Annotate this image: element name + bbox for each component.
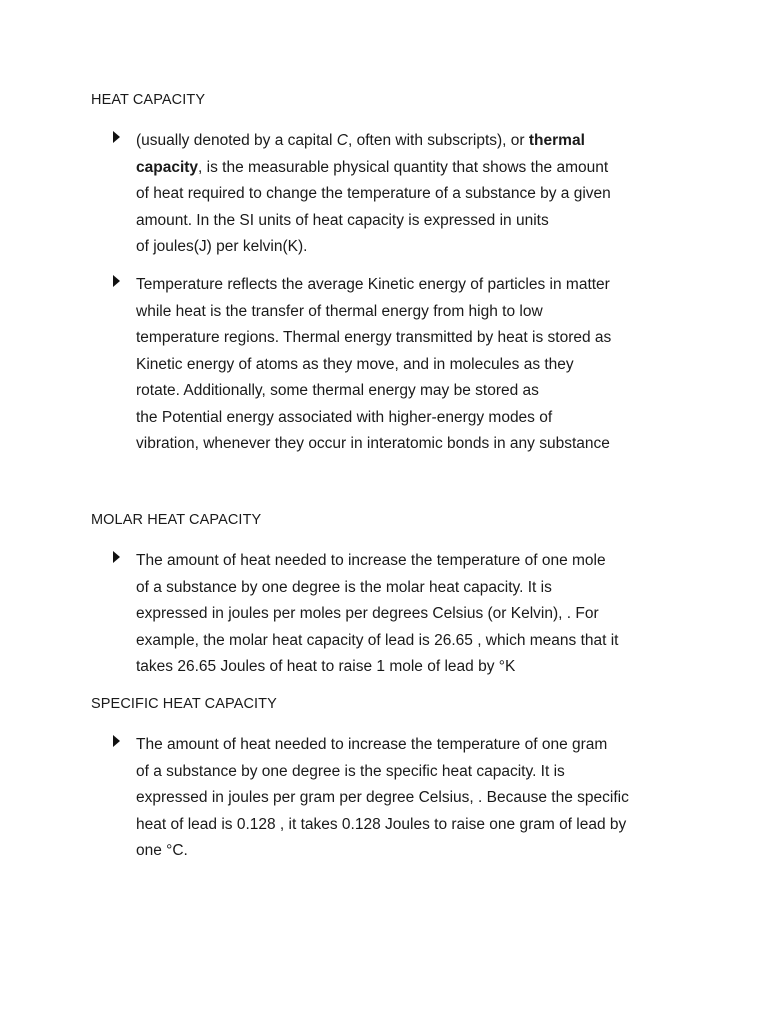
- text-line: [136, 548, 713, 575]
- text-run: takes 26.65 Joules of heat to raise 1 mole of lead by °K: [136, 658, 516, 675]
- triangle-bullet-icon: [113, 551, 120, 563]
- text-run: one °C.: [136, 842, 188, 859]
- text-line: [136, 155, 713, 182]
- text-line: [136, 234, 713, 261]
- italic-symbol: C: [336, 132, 348, 149]
- text-line: [136, 128, 713, 155]
- text-line: [136, 299, 713, 326]
- text-run: of a substance by one degree is the specific heat capacity. It is: [136, 762, 565, 780]
- bullet-molar-heat-capacity: [113, 548, 713, 681]
- text-line: [136, 654, 713, 681]
- text-line: [136, 785, 713, 812]
- text-run: The amount of heat needed to increase the temperature of one mole: [136, 552, 606, 569]
- text-line: [136, 759, 713, 786]
- bullet-text: [136, 732, 713, 865]
- heading-molar-heat-capacity: MOLAR HEAT CAPACITY: [91, 512, 262, 528]
- text-run: of a substance by one degree is the molar heat capacity. It is: [136, 578, 552, 596]
- text-run: expressed in joules per moles per degrees Celsius (or Kelvin), . For: [136, 605, 599, 622]
- text-run: Temperature reflects the average Kinetic energy of particles in matter: [136, 276, 610, 293]
- text-line: [136, 378, 713, 405]
- text-line: [136, 208, 713, 235]
- text-line: [136, 431, 713, 458]
- bullet-text: [136, 128, 713, 261]
- text-line: [136, 732, 713, 759]
- text-run: vibration, whenever they occur in interatomic bonds in any substance: [136, 435, 610, 452]
- text-line: [136, 181, 713, 208]
- text-run: , is the measurable physical quantity that shows the amount: [198, 158, 609, 176]
- text-run: the Potential energy associated with higher-energy modes of: [136, 408, 553, 426]
- text-run: Kinetic energy of atoms as they move, and in molecules as they: [136, 355, 574, 373]
- text-run: amount. In the SI units of heat capacity is expressed in units: [136, 211, 549, 229]
- text-line: [136, 272, 713, 299]
- text-run: expressed in joules per gram per degree Celsius, . Because the specific: [136, 789, 629, 806]
- bold-term: thermal: [528, 132, 585, 149]
- text-line: [136, 575, 713, 602]
- text-run: while heat is the transfer of thermal energy from high to low: [136, 302, 543, 320]
- bullet-heat-capacity-definition: [113, 128, 713, 261]
- text-line: [136, 812, 713, 839]
- triangle-bullet-icon: [113, 735, 120, 747]
- bullet-specific-heat-capacity: [113, 732, 713, 865]
- text-line: [136, 628, 713, 655]
- text-run: rotate. Additionally, some thermal energy may be stored as: [136, 382, 539, 399]
- text-run: example, the molar heat capacity of lead is 26.65 , which means that it: [136, 631, 619, 649]
- text-line: [136, 405, 713, 432]
- triangle-bullet-icon: [113, 131, 120, 143]
- text-run: heat of lead is 0.128 , it takes 0.128 Joules to raise one gram of lead by: [136, 815, 627, 833]
- text-run: of heat required to change the temperature of a substance by a given: [136, 185, 611, 202]
- text-line: [136, 601, 713, 628]
- text-line: [136, 325, 713, 352]
- text-run: , often with subscripts), or: [347, 132, 529, 149]
- text-line: [136, 838, 713, 865]
- bullet-text: [136, 272, 713, 458]
- text-run: (usually denoted by a capital: [136, 132, 337, 149]
- bullet-temperature-and-heat: [113, 272, 713, 458]
- heading-heat-capacity: HEAT CAPACITY: [91, 92, 206, 108]
- text-run: The amount of heat needed to increase the temperature of one gram: [136, 736, 608, 753]
- bold-term: capacity: [136, 158, 199, 176]
- text-run: temperature regions. Thermal energy transmitted by heat is stored as: [136, 329, 612, 346]
- text-run: of joules(J) per kelvin(K).: [136, 238, 308, 255]
- heading-specific-heat-capacity: SPECIFIC HEAT CAPACITY: [91, 696, 277, 712]
- triangle-bullet-icon: [113, 275, 120, 287]
- text-line: [136, 352, 713, 379]
- bullet-text: [136, 548, 713, 681]
